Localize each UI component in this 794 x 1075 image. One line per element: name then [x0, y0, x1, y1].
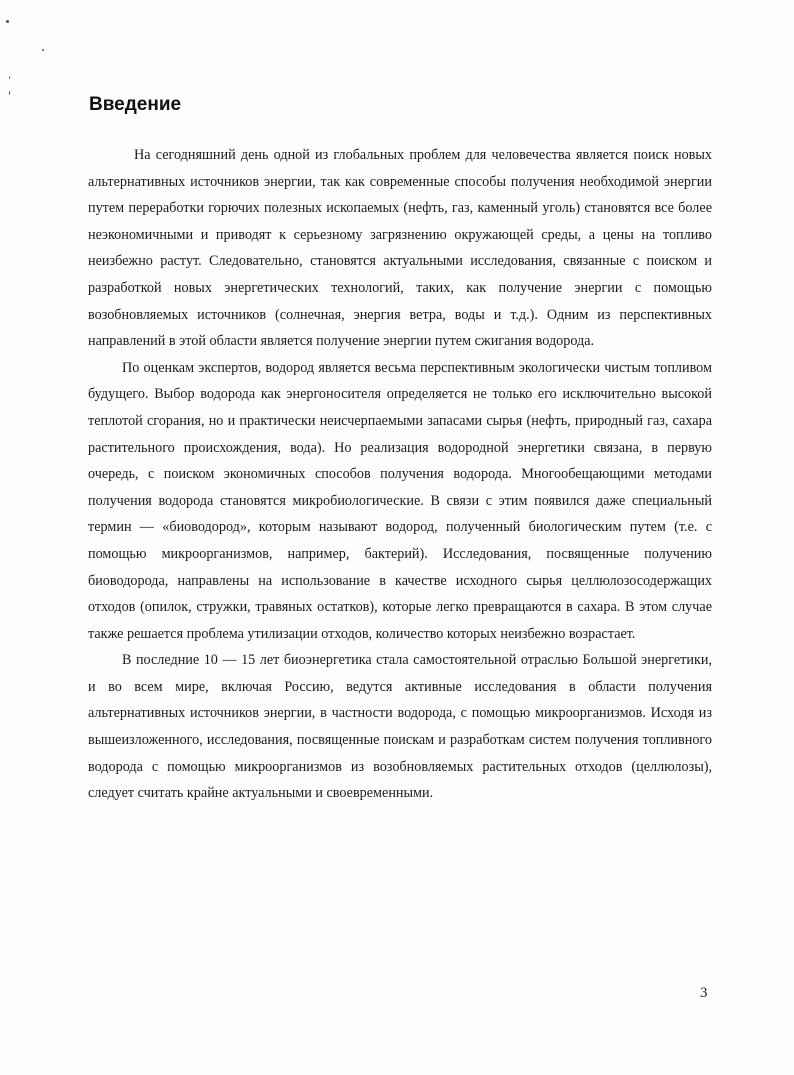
scan-speck — [6, 20, 9, 23]
paragraph-1: На сегодняшний день одной из глобальных проблем для человечества является поиск новых альтернативных источников энергии, так как современные способы получения необходимой энергии путем переработки горючих полезных ископаемых (нефть, газ, каменный уголь) становятся все более неэкономичными и приводят к серьезному загрязнению окружающей среды, а цены на топливо неизбежно растут. Следовательно, становятся актуальными исследования, связанные с поиском и разработкой новых энергетических технологий, таких, как получение энергии с помощью возобновляемых источников (солнечная, энергия ветра, воды и т.д.). Одним из перспективных направлений в этой области является получение энергии путем сжигания водорода. — [88, 147, 712, 350]
scan-speck — [9, 76, 10, 79]
paragraph-2: По оценкам экспертов, водород является весьма перспективным экологически чистым топливом будущего. Выбор водорода как энергоносителя определяется не только его исключительно высокой теплотой сгорания, но и практически неисчерпаемыми запасами сырья (нефть, природный газ, сахара растительного происхождения, вода). Но реализация водородной энергетики связана, в первую очередь, с поиском экономичных способов получения водорода. Многообещающими методами получения водорода становятся микробиологические. В связи с этим появился даже специальный термин — «биоводород», которым называют водород, полученный биологическим путем (т.е. с помощью микроорганизмов, например, бактерий). Исследования, посвященные получению биоводорода, направлены на использование в качестве исходного сырья целлюлозосодержащих отходов (опилок, стружки, травяных остатков), которые легко превращаются в сахара. В этом случае также решается проблема утилизации отходов, количество которых неизбежно возрастает. — [88, 359, 712, 642]
page-number: 3 — [700, 985, 708, 1001]
body-text — [88, 142, 712, 807]
scan-speck — [42, 49, 44, 51]
section-heading: Введение — [89, 94, 182, 115]
paragraph-3: В последние 10 — 15 лет биоэнергетика стала самостоятельной отраслью Большой энергетики, и во всем мире, включая Россию, ведутся активные исследования в области получения альтернативных источников энергии, в частности водорода, с помощью микроорганизмов. Исходя из вышеизложенного, исследования, посвященные поискам и разработкам систем получения топливного водорода с помощью микроорганизмов из возобновляемых растительных отходов (целлюлозы), следует считать крайне актуальными и своевременными. — [88, 652, 712, 802]
scan-speck — [9, 91, 10, 95]
